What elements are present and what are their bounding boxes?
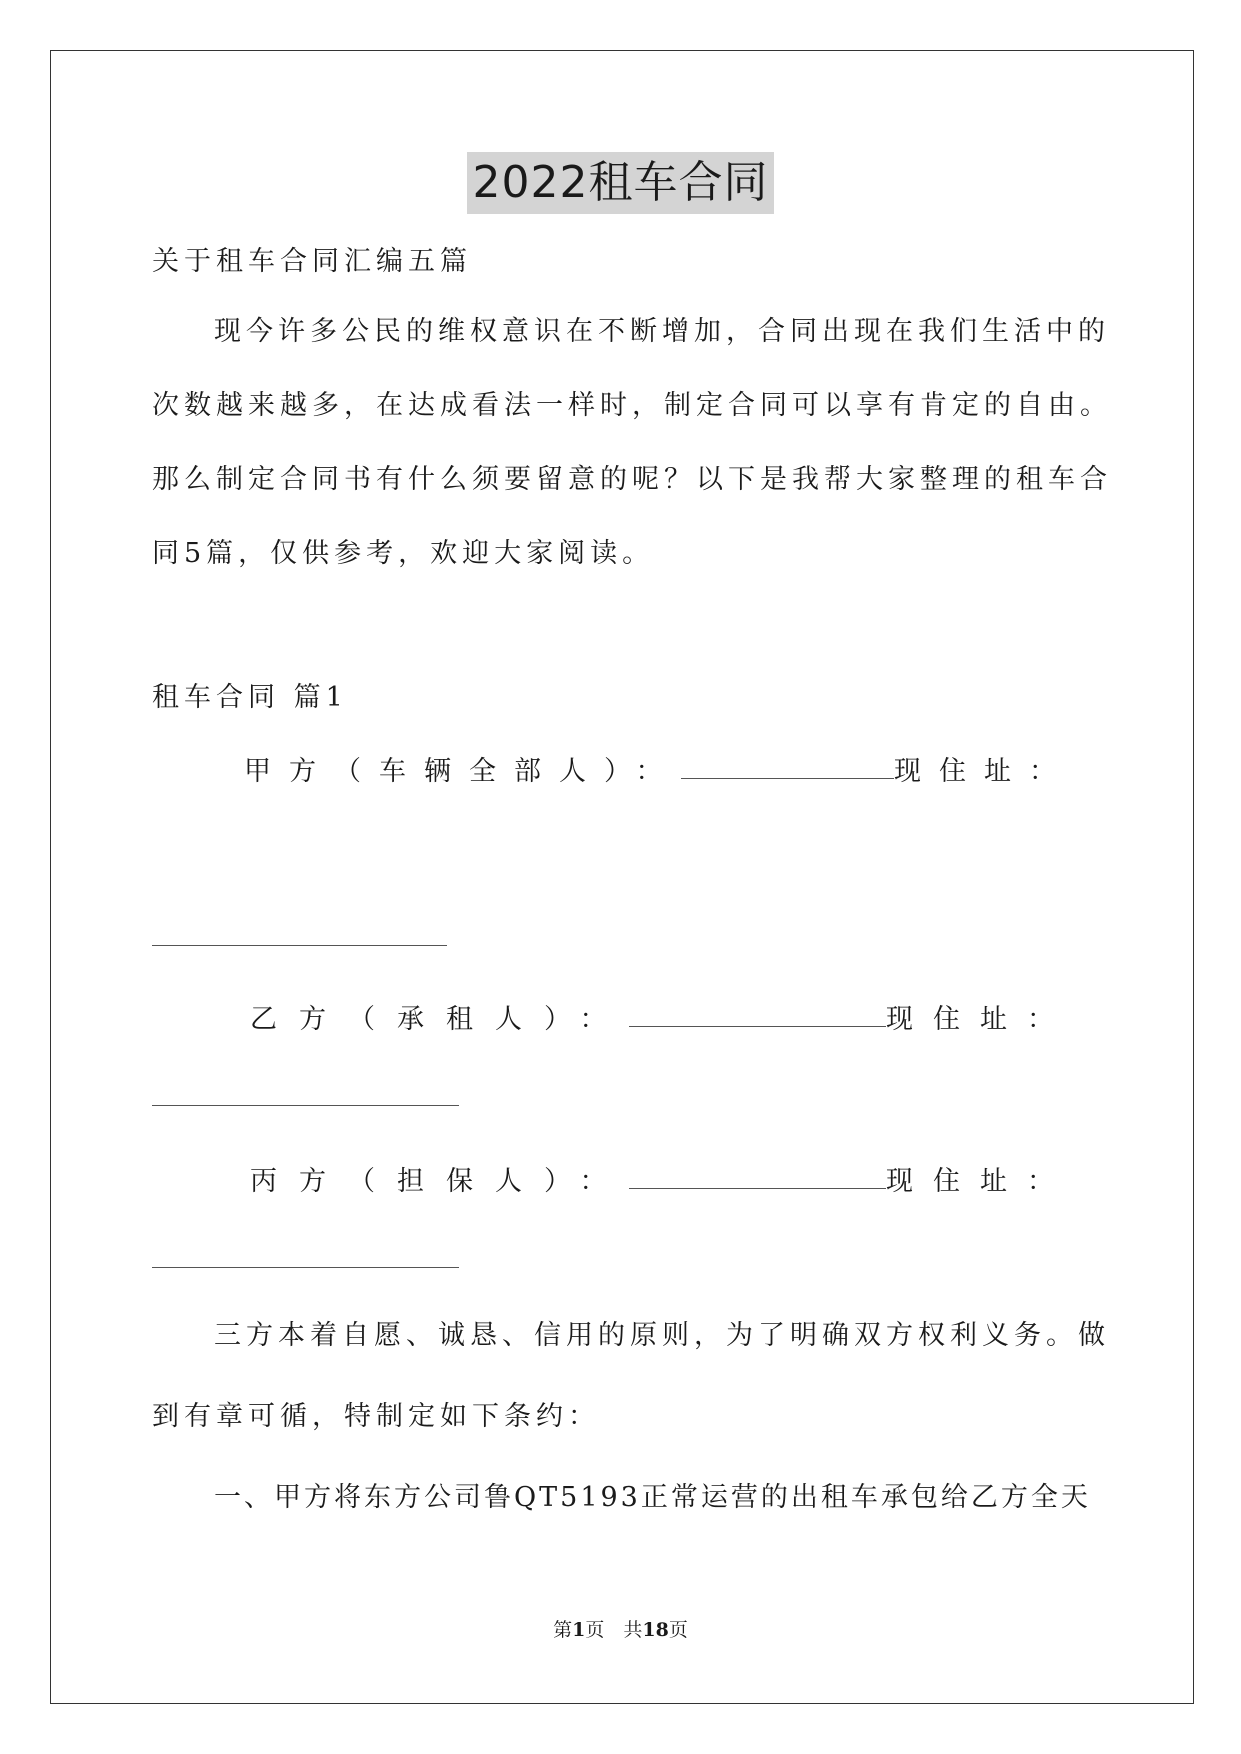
party-b-address-label: 现住址： (886, 1004, 1074, 1035)
party-b-name-blank (629, 1000, 887, 1027)
document-title: 2022租车合同 (467, 152, 775, 214)
party-c-row (250, 1162, 1074, 1202)
document-subtitle: 关于租车合同汇编五篇 (152, 246, 472, 277)
party-a-address-label: 现住址： (894, 756, 1074, 787)
clause-intro-line-2: 到有章可循，特制定如下条约： (152, 1401, 600, 1432)
page-border (50, 50, 1194, 1704)
party-c-address-blank (152, 1267, 459, 1268)
party-a-address-blank (152, 945, 447, 946)
party-c-label: 丙方（担保人）： (250, 1166, 629, 1197)
party-b-label: 乙方（承租人）： (250, 1004, 629, 1035)
clause-intro-line-1: 三方本着自愿、诚恳、信用的原则，为了明确双方权利义务。做 (214, 1320, 1110, 1351)
party-a-name-blank (681, 752, 895, 779)
footer-page-suffix: 页 (668, 1619, 688, 1641)
intro-line-4: 同5篇，仅供参考，欢迎大家阅读。 (152, 538, 655, 569)
party-a-label: 甲方（车辆全部人）： (244, 756, 681, 787)
footer-page-prefix: 第 (553, 1619, 573, 1641)
party-b-address-blank (152, 1105, 459, 1106)
party-c-address-label: 现住址： (886, 1166, 1074, 1197)
party-c-name-blank (629, 1162, 887, 1189)
party-a-row (244, 752, 1074, 792)
clause-1-line: 一、甲方将东方公司鲁QT5193正常运营的出租车承包给乙方全天 (214, 1482, 1091, 1513)
title-container (0, 152, 1241, 214)
intro-line-3: 那么制定合同书有什么须要留意的呢？以下是我帮大家整理的租车合 (152, 464, 1112, 495)
intro-line-1: 现今许多公民的维权意识在不断增加，合同出现在我们生活中的 (214, 316, 1110, 347)
footer-page-mid: 页 共 (585, 1619, 643, 1641)
page-footer (0, 1618, 1241, 1642)
party-b-row (250, 1000, 1074, 1040)
footer-total-pages: 18 (642, 1619, 669, 1641)
footer-page-number: 1 (572, 1619, 586, 1641)
section-heading: 租车合同 篇1 (152, 682, 348, 713)
intro-line-2: 次数越来越多，在达成看法一样时，制定合同可以享有肯定的自由。 (152, 390, 1112, 421)
